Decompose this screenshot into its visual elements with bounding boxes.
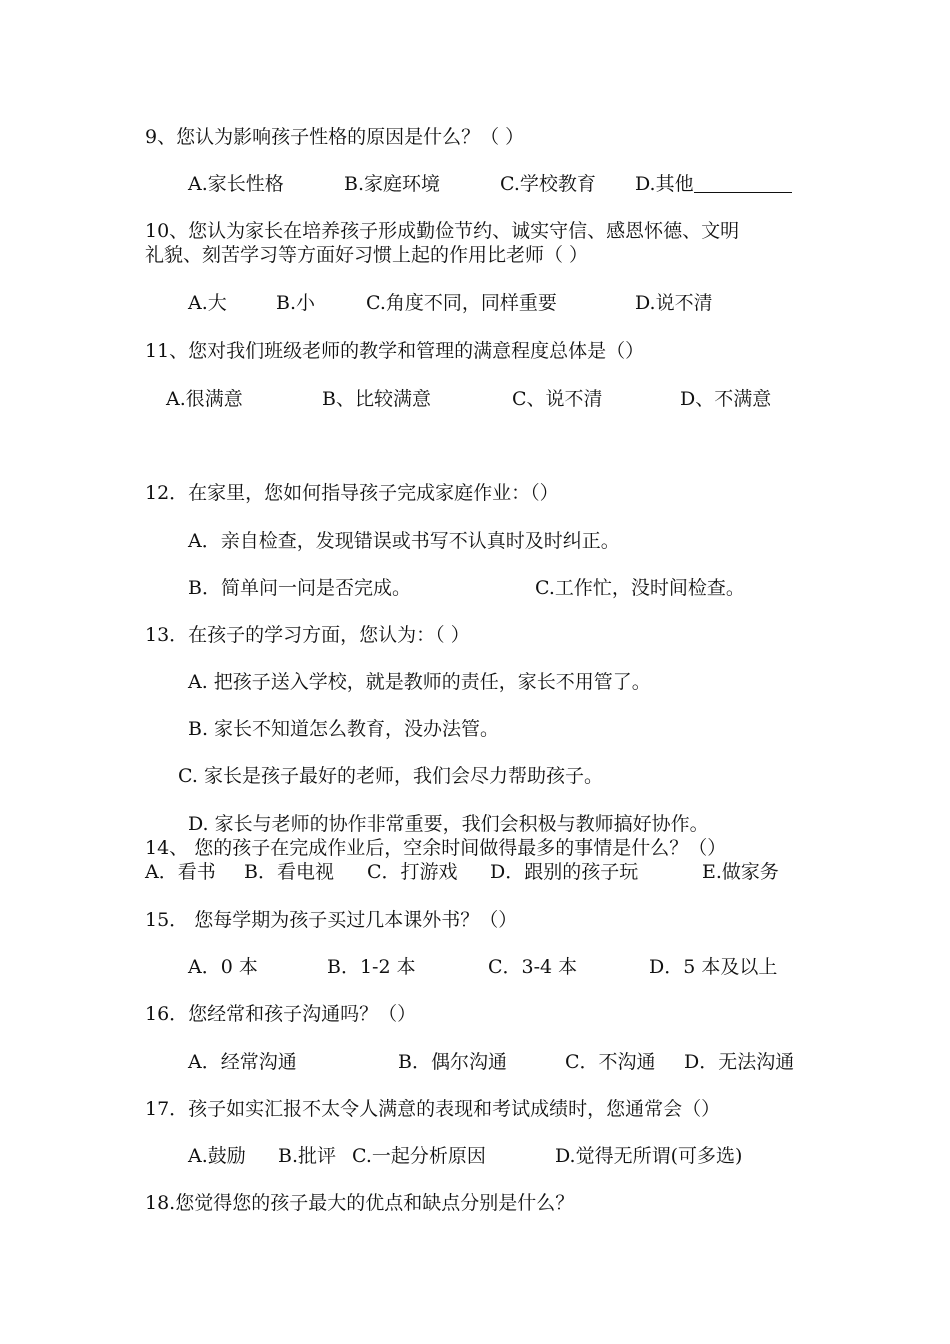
question-14-option-e: E.做家务 [702,861,779,883]
question-15-option-c: C．3-4 本 [488,956,578,978]
question-13-option-b: B. 家长不知道怎么教育，没办法管。 [188,718,500,740]
question-10-option-b: B.小 [276,292,316,314]
question-14-option-d: D．跟别的孩子玩 [490,861,639,883]
question-9: 9、您认为影响孩子性格的原因是什么？（ ） [145,126,525,148]
question-14-option-c: C．打游戏 [367,861,458,883]
question-18: 18.您觉得您的孩子最大的优点和缺点分别是什么？ [145,1192,575,1214]
question-9-option-b: B.家庭环境 [344,173,441,195]
question-14-option-a: A．看书 [145,861,216,883]
question-16-option-b: B．偶尔沟通 [398,1051,507,1073]
question-16-option-a: A．经常沟通 [188,1051,297,1073]
question-9-option-d: D.其他 [635,171,792,197]
question-16: 16．您经常和孩子沟通吗？（） [145,1003,417,1025]
question-15: 15． 您每学期为孩子买过几本课外书？（） [145,909,518,931]
question-16-option-d: D．无法沟通 [684,1051,795,1073]
question-16-option-c: C．不沟通 [565,1051,656,1073]
question-11: 11、您对我们班级老师的教学和管理的满意程度总体是（） [145,340,645,362]
question-9-option-a: A.家长性格 [188,173,284,195]
question-13-option-c: C. 家长是孩子最好的老师，我们会尽力帮助孩子。 [178,765,603,787]
question-15-option-d: D．5 本及以上 [649,956,778,978]
question-13-option-d: D. 家长与老师的协作非常重要，我们会积极与教师搞好协作。 [188,813,709,835]
question-10-option-c: C.角度不同，同样重要 [366,292,557,314]
question-11-option-d: D、不满意 [680,388,772,410]
question-17-option-d: D.觉得无所谓(可多选) [555,1145,743,1167]
question-11-option-b: B、比较满意 [322,388,431,410]
answer-blank [694,174,792,193]
question-12-option-b: B．简单问一问是否完成。 [188,577,411,599]
question-17: 17．孩子如实汇报不太令人满意的表现和考试成绩时，您通常会（） [145,1098,721,1120]
question-9-option-c: C.学校教育 [500,173,596,195]
question-13-option-a: A. 把孩子送入学校，就是教师的责任，家长不用管了。 [188,671,651,693]
question-15-option-b: B．1-2 本 [327,956,416,978]
question-10-line-1: 10、您认为家长在培养孩子形成勤俭节约、诚实守信、感恩怀德、文明 [145,220,740,242]
question-12: 12．在家里，您如何指导孩子完成家庭作业：（） [145,482,559,504]
question-14-option-b: B．看电视 [244,861,334,883]
question-17-option-c: C.一起分析原因 [352,1145,486,1167]
question-14: 14、 您的孩子在完成作业后，空余时间做得最多的事情是什么？（） [145,837,727,859]
question-11-option-c: C、说不清 [512,388,603,410]
question-10-line-2: 礼貌、刻苦学习等方面好习惯上起的作用比老师（ ） [145,244,589,266]
question-15-option-a: A．0 本 [188,956,258,978]
question-12-option-c: C.工作忙，没时间检查。 [535,577,745,599]
question-10-option-a: A.大 [188,292,227,314]
question-13: 13．在孩子的学习方面，您认为：（ ） [145,624,470,646]
question-17-option-b: B.批评 [278,1145,337,1167]
question-17-option-a: A.鼓励 [188,1145,246,1167]
question-10-option-d: D.说不清 [635,292,713,314]
question-12-option-a: A．亲自检查，发现错误或书写不认真时及时纠正。 [188,530,620,552]
question-11-option-a: A.很满意 [166,388,243,410]
